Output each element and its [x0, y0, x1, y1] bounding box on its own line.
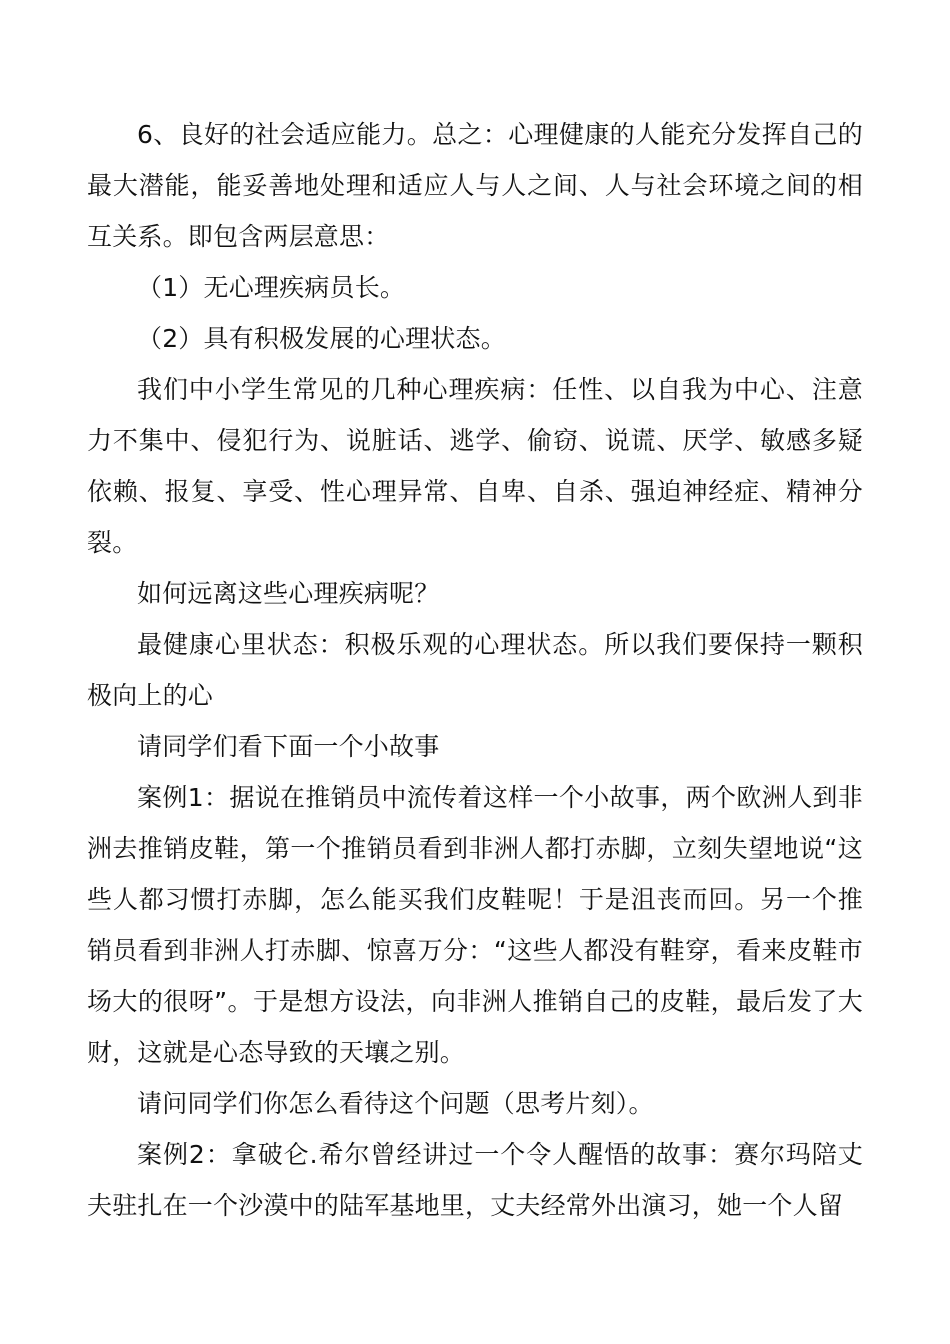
paragraph-question: 如何远离这些心理疾病呢？ — [137, 579, 440, 608]
paragraph-case-2: 案例2：拿破仑.希尔曾经讲过一个令人醒悟的故事：赛尔玛陪丈夫驻扎在一个沙漠中的陆军基地里，丈夫经常外出演习，她一个人留 — [87, 1140, 863, 1220]
paragraph-common-disorders: 我们中小学生常见的几种心理疾病：任性、以自我为中心、注意力不集中、侵犯行为、说脏话、逃学、偷窃、说谎、厌学、敏感多疑依赖、报复、享受、性心理异常、自卑、自杀、强迫神经症、精神分裂。 — [87, 375, 863, 557]
paragraph-story-intro: 请同学们看下面一个小故事 — [137, 732, 440, 761]
document-body — [87, 109, 863, 1231]
paragraph-point-1: （1）无心理疾病员长。 — [137, 273, 406, 302]
paragraph-discussion: 请问同学们你怎么看待这个问题（思考片刻）。 — [137, 1089, 654, 1118]
paragraph-healthy-state: 最健康心里状态：积极乐观的心理状态。所以我们要保持一颗积极向上的心 — [87, 630, 863, 710]
paragraph-social-adaptation: 6、良好的社会适应能力。总之：心理健康的人能充分发挥自己的最大潜能，能妥善地处理和适应人与人之间、人与社会环境之间的相互关系。即包含两层意思： — [87, 120, 863, 251]
paragraph-point-2: （2）具有积极发展的心理状态。 — [137, 324, 506, 353]
paragraph-case-1: 案例1：据说在推销员中流传着这样一个小故事，两个欧洲人到非洲去推销皮鞋，第一个推销员看到非洲人都打赤脚，立刻失望地说“这些人都习惯打赤脚，怎么能买我们皮鞋呢！于是沮丧而回。另一个推销员看到非洲人打赤脚、惊喜万分：“这些人都没有鞋穿，看来皮鞋市场大的很呀”。于是想方设法，向非洲人推销自己的皮鞋，最后发了大财，这就是心态导致的天壤之别。 — [87, 783, 863, 1067]
